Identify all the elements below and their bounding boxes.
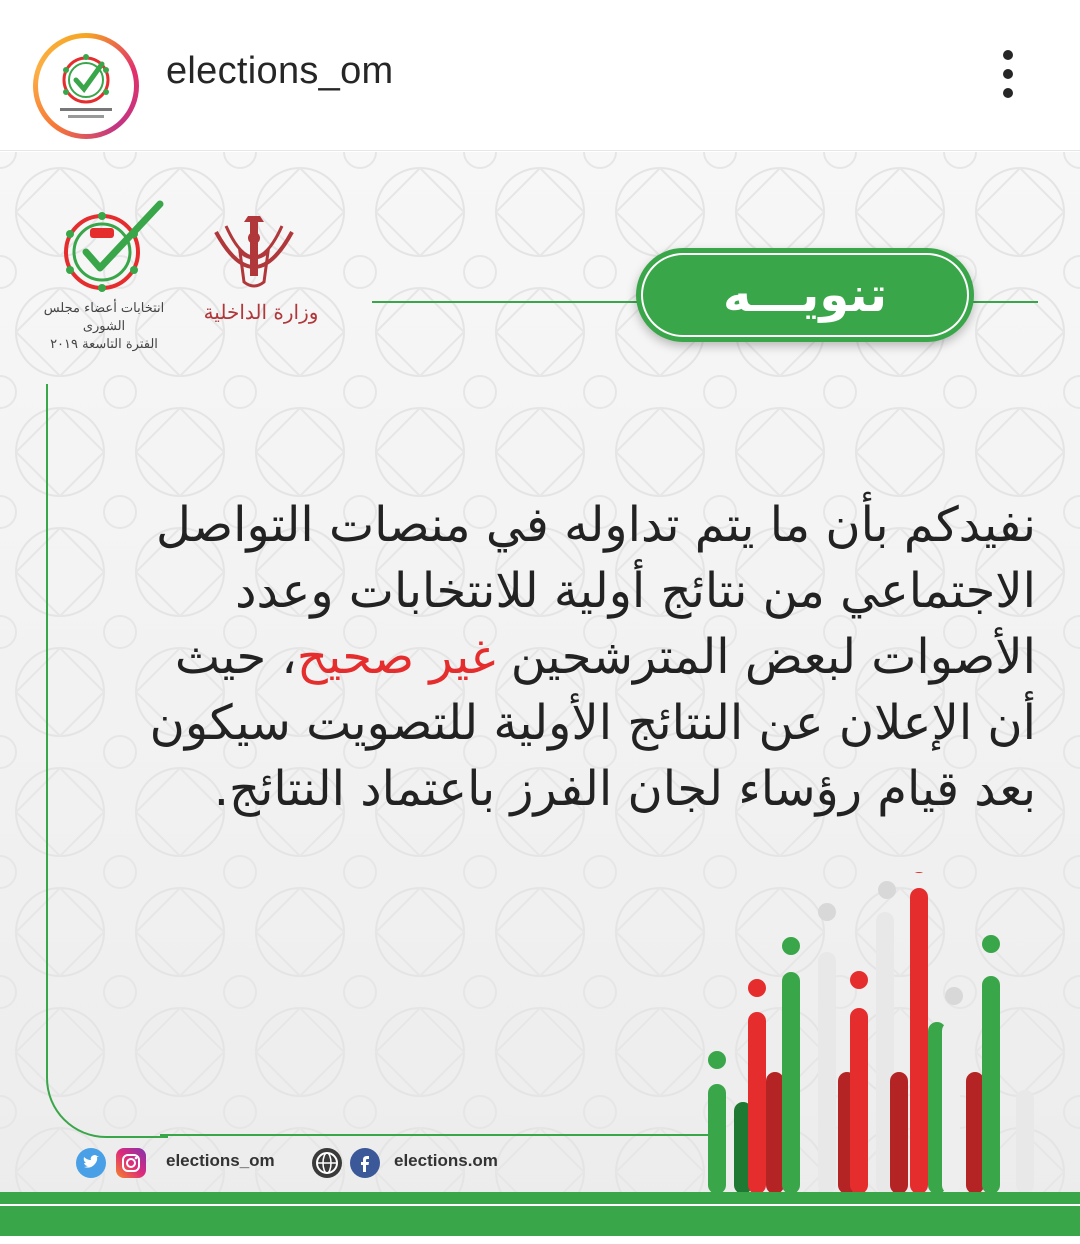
more-vertical-icon[interactable] — [990, 46, 1026, 102]
footer-green-bar — [0, 1192, 1080, 1236]
ministry-name: وزارة الداخلية — [203, 300, 319, 324]
elections-caption: انتخابات أعضاء مجلس الشورى الفترة التاسعة ٢٠١٩ — [43, 301, 165, 352]
twitter-icon[interactable] — [76, 1148, 106, 1178]
body-line: الأصوات لبعض المترشحين غير صحيح، حيث — [174, 629, 1036, 685]
oman-emblem-icon — [206, 212, 302, 300]
website-link[interactable]: elections.om — [394, 1151, 498, 1170]
notice-title: تنويـــه — [722, 267, 888, 323]
frame-bottom-line — [160, 1134, 720, 1136]
body-line: بعد قيام رؤساء لجان الفرز باعتماد النتائج. — [213, 761, 1036, 817]
footer-social-right — [312, 1148, 532, 1182]
body-line: أن الإعلان عن النتائج الأولية للتصويت سيكون — [149, 695, 1036, 751]
frame-vertical-line — [46, 384, 48, 1034]
instagram-icon[interactable] — [116, 1148, 146, 1178]
footer-social-left — [76, 1148, 296, 1182]
social-handle: elections_om — [166, 1151, 275, 1170]
notice-body — [60, 492, 1036, 822]
profile-avatar[interactable] — [33, 33, 139, 139]
title-divider-left — [372, 301, 638, 303]
globe-icon[interactable] — [312, 1148, 342, 1178]
decorative-bar-graphic — [690, 872, 1050, 1192]
body-line: الاجتماعي من نتائج أولية للانتخابات وعدد — [235, 563, 1036, 619]
post-header — [0, 0, 1080, 151]
notice-badge — [636, 248, 974, 342]
body-line: نفيدكم بأن ما يتم تداوله في منصات التواصل — [156, 497, 1036, 553]
facebook-icon[interactable] — [350, 1148, 380, 1178]
elections-logo-icon — [38, 38, 134, 134]
post-image[interactable] — [0, 152, 1080, 1236]
elections-checkmark-logo-icon — [52, 200, 168, 296]
profile-username[interactable]: elections_om — [166, 50, 394, 92]
highlighted-phrase: غير صحيح — [296, 629, 496, 685]
title-divider-right — [972, 301, 1038, 303]
